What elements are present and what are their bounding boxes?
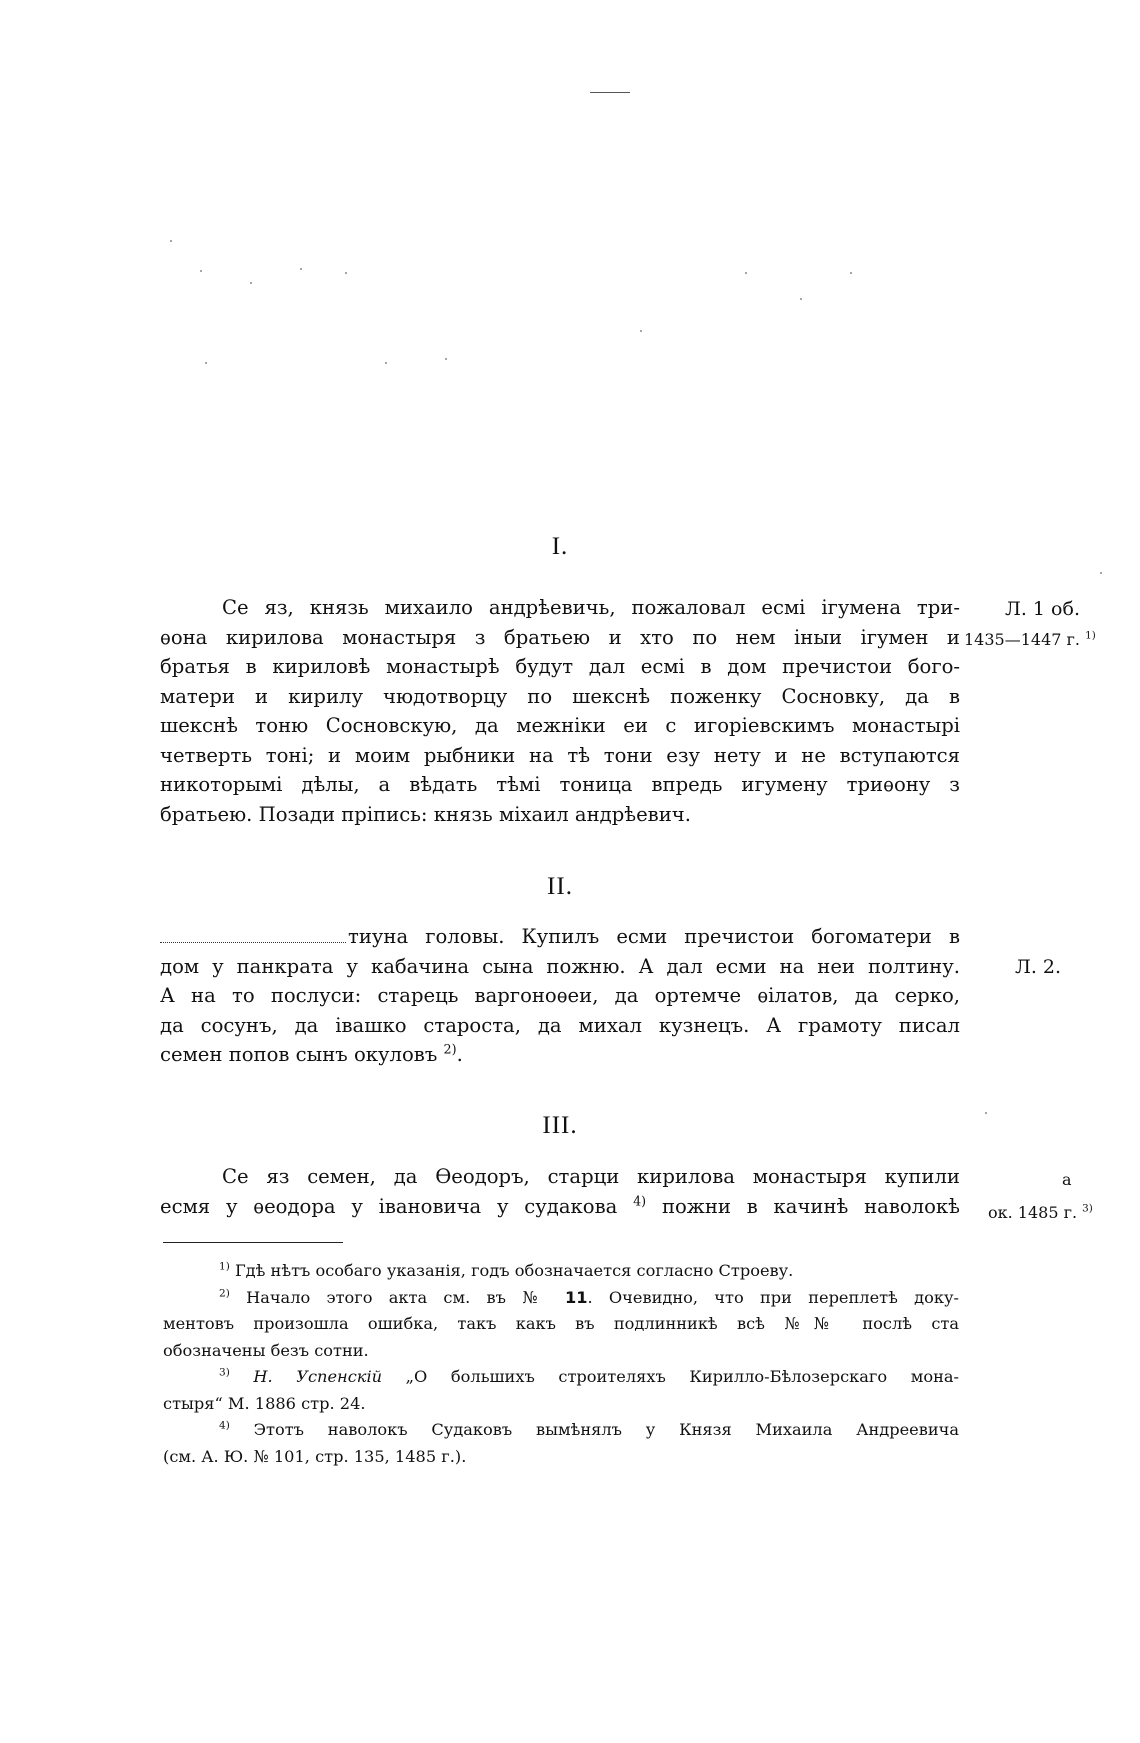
text-line	[160, 1192, 960, 1222]
footnote-4	[163, 1417, 959, 1444]
footnote-3	[163, 1364, 959, 1391]
text-line: шекснѣ тоню Сосновскую, да межніки еи с игоріевскимъ монастырі	[160, 714, 960, 737]
text-line: матери и кирилу чюдотворцу по шекснѣ поженку Сосновку, да в	[160, 684, 960, 708]
text-fragment: тиуна головы. Купилъ есми пречистои богоматери в	[348, 925, 960, 948]
text-line: да сосунъ, да івашко староста, да михал кузнецъ. А грамоту писал	[160, 1013, 960, 1037]
margin-folio-2: Л. 2.	[1015, 956, 1062, 978]
text-fragment: пожни в качинѣ наволокѣ	[661, 1194, 960, 1218]
footnotes	[163, 1258, 959, 1470]
text-line: Се яз, князь михаило андрѣевичь, пожаловал есмі ігумена три-	[222, 596, 960, 619]
text-fragment: есмя у ѳеодора у івановича у судакова	[160, 1194, 618, 1218]
text-line: Се яз семен, да Ѳеодоръ, старци кирилова монастыря купили	[222, 1165, 960, 1188]
footnote-ref: 3)	[1082, 1202, 1093, 1215]
text-line: братья в кириловѣ монастырѣ будут дал есмі в дом пречистои бого-	[160, 655, 960, 678]
scan-speck	[205, 362, 207, 364]
footnote-author: Н. Успенскій	[253, 1367, 383, 1386]
text-line: четверть тоні; и моим рыбники на тѣ тони езу нету и не вступаются	[160, 743, 960, 767]
section-1-title: I.	[551, 533, 569, 560]
text-fragment: семен попов сынъ окуловъ	[160, 1043, 438, 1066]
text-line: А на то послуси: старець варгоноѳеи, да ортемче ѳілатов, да серко,	[160, 984, 960, 1007]
footnote-text: „О большихъ строителяхъ Кирилло-Бѣлозерскаго мона-	[405, 1367, 959, 1386]
footnote-text: Этотъ наволокъ Судаковъ вымѣнялъ у Князя Михаила Андреевича	[253, 1420, 959, 1439]
section-2-title: II.	[547, 873, 573, 900]
scan-speck	[800, 298, 802, 300]
footnote-2	[163, 1285, 959, 1312]
text-line	[160, 922, 960, 952]
footnote-text: . Очевидно, что при переплетѣ доку-	[587, 1287, 959, 1307]
footnote-1	[163, 1258, 959, 1285]
scan-speck	[345, 272, 347, 274]
margin-mark-3: а	[1062, 1170, 1072, 1189]
text-line: ѳона кирилова монастыря з братьею и хто по нем іныи ігумен и	[160, 625, 960, 649]
section-3-text	[160, 1162, 960, 1221]
footnote-ref: 4)	[633, 1193, 647, 1209]
footnote-2-line: ментовъ произошла ошибка, такъ какъ въ подлинникѣ всѣ №№ послѣ ста	[163, 1314, 959, 1333]
scan-speck	[385, 362, 387, 364]
footnote-4-line: (см. А. Ю. № 101, стр. 135, 1485 г.).	[163, 1446, 467, 1466]
scan-speck	[170, 240, 172, 242]
margin-date-3	[988, 1203, 1093, 1222]
lacuna-dots	[160, 942, 346, 943]
scan-speck	[250, 282, 252, 284]
scan-speck	[640, 330, 642, 332]
scan-speck	[745, 272, 747, 274]
handwritten-number: 11	[564, 1287, 588, 1307]
footnote-2-line: обозначены безъ сотни.	[163, 1340, 369, 1360]
scan-speck	[300, 268, 302, 270]
text-line: дом у панкрата у кабачина сына пожню. А дал есми на неи полтину.	[160, 954, 960, 978]
footnote-number: 4)	[219, 1419, 230, 1432]
footnote-text: Гдѣ нѣтъ особаго указанія, годъ обозначается согласно Строеву.	[234, 1261, 794, 1280]
section-3-title: III.	[542, 1112, 578, 1139]
text-line	[160, 1040, 960, 1070]
margin-folio-1: Л. 1 об.	[1005, 598, 1080, 620]
scan-speck	[985, 1112, 987, 1114]
footnote-ref: 2)	[443, 1042, 457, 1058]
scan-speck	[200, 270, 202, 272]
margin-date-1-text: 1435—1447 г.	[964, 630, 1080, 649]
margin-date-1	[964, 630, 1096, 649]
scan-speck	[1100, 572, 1102, 574]
footnote-3-line: стыря“ М. 1886 стр. 24.	[163, 1393, 366, 1413]
margin-date-3-text: ок. 1485 г.	[988, 1203, 1078, 1222]
footnote-number: 3)	[219, 1366, 230, 1379]
footnote-rule	[163, 1242, 343, 1243]
text-line: никоторымі дѣлы, а вѣдать тѣмі тоница впредь игумену триѳону з	[160, 773, 960, 796]
section-2-text	[160, 922, 960, 1070]
section-1-text	[160, 593, 960, 829]
scan-speck	[445, 358, 447, 360]
footnote-number: 1)	[219, 1260, 230, 1273]
text-fragment: .	[456, 1043, 463, 1066]
text-line: братьею. Позади пріпись: князь міхаил андрѣевич.	[160, 802, 691, 826]
footnote-number: 2)	[219, 1287, 230, 1300]
footnote-ref: 1)	[1085, 629, 1096, 642]
footnote-text: Начало этого акта см. въ №	[246, 1287, 549, 1307]
scan-speck	[850, 272, 852, 274]
scan-mark	[590, 92, 630, 93]
